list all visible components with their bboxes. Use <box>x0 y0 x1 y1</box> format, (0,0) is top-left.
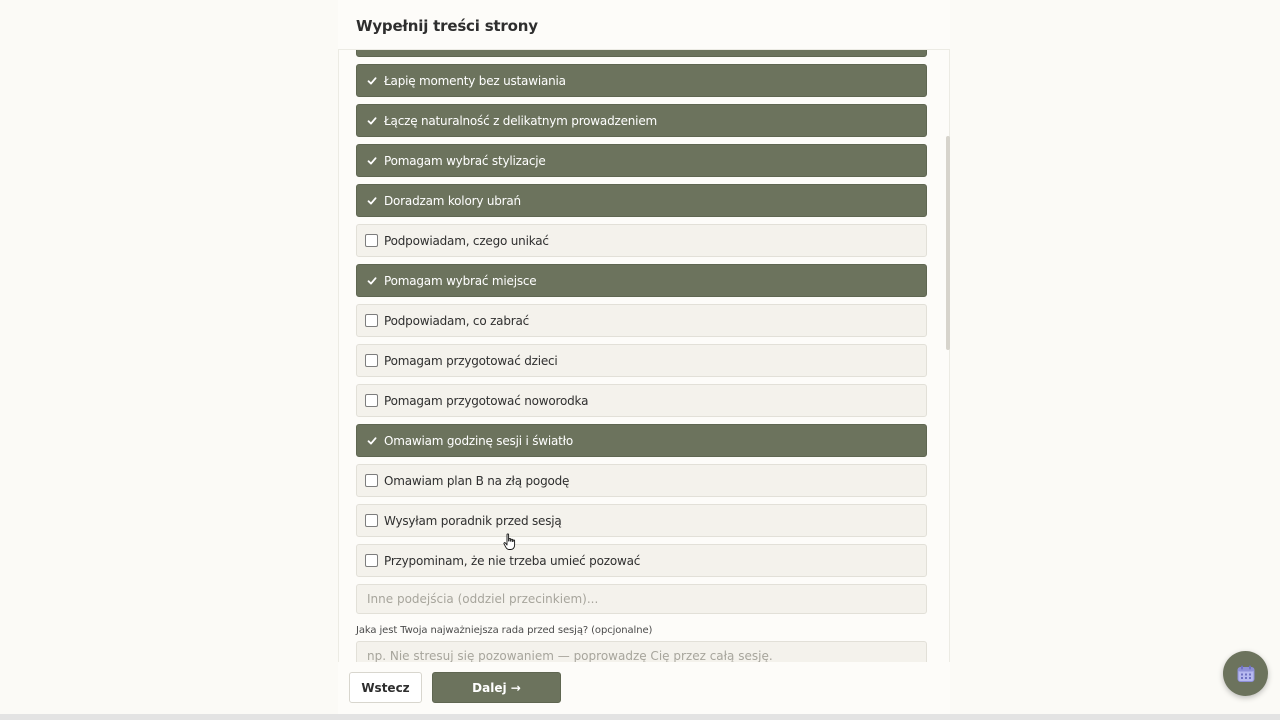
option-row[interactable] <box>356 544 927 577</box>
check-icon <box>365 114 378 127</box>
option-row[interactable] <box>356 504 927 537</box>
check-icon <box>365 74 378 87</box>
check-icon <box>365 154 378 167</box>
checkbox[interactable] <box>365 514 378 527</box>
check-icon <box>365 434 378 447</box>
option-row[interactable] <box>356 49 927 57</box>
check-icon <box>365 194 378 207</box>
option-label: Łapię momenty bez ustawiania <box>384 73 566 88</box>
option-row[interactable] <box>356 224 927 257</box>
option-label: Łączę naturalność z delikatnym prowadzeniem <box>384 113 657 128</box>
option-row[interactable] <box>356 104 927 137</box>
option-label: Omawiam plan B na złą pogodę <box>384 473 570 488</box>
checkbox[interactable] <box>365 354 378 367</box>
option-row[interactable] <box>356 424 927 457</box>
option-row[interactable] <box>356 144 927 177</box>
option-row[interactable] <box>356 184 927 217</box>
checkbox[interactable] <box>365 554 378 567</box>
options-container <box>356 49 927 577</box>
other-approaches-input[interactable] <box>356 584 927 614</box>
checkbox[interactable] <box>365 314 378 327</box>
advice-input[interactable] <box>356 641 927 662</box>
option-row[interactable] <box>356 64 927 97</box>
option-label: Podpowiadam, czego unikać <box>384 233 549 248</box>
next-button[interactable]: Dalej → <box>432 672 561 703</box>
page-title: Wypełnij treści strony <box>356 17 538 35</box>
option-row[interactable] <box>356 264 927 297</box>
checkbox[interactable] <box>365 474 378 487</box>
scrollbar-thumb[interactable] <box>946 136 950 350</box>
option-label: Podpowiadam, co zabrać <box>384 313 530 328</box>
calendar-icon <box>1236 664 1256 684</box>
option-label: Doradzam kolory ubrań <box>384 193 521 208</box>
option-label: Pomagam wybrać miejsce <box>384 273 537 288</box>
option-row[interactable] <box>356 304 927 337</box>
check-icon <box>365 274 378 287</box>
option-row[interactable] <box>356 384 927 417</box>
option-label: Pomagam przygotować noworodka <box>384 393 589 408</box>
checkbox[interactable] <box>365 234 378 247</box>
back-button[interactable]: Wstecz <box>349 672 422 703</box>
window-bottom-bar <box>0 714 1280 720</box>
option-label: Wysyłam poradnik przed sesją <box>384 513 562 528</box>
option-label: Omawiam godzinę sesji i światło <box>384 433 574 448</box>
options-scroll-area[interactable] <box>338 49 950 662</box>
option-row[interactable] <box>356 464 927 497</box>
option-label: Pomagam przygotować dzieci <box>384 353 558 368</box>
calendar-fab-button[interactable] <box>1223 651 1268 696</box>
hand-cursor-icon <box>503 533 517 551</box>
checkbox[interactable] <box>365 394 378 407</box>
option-row[interactable] <box>356 344 927 377</box>
option-label: Przypominam, że nie trzeba umieć pozować <box>384 553 641 568</box>
option-label: Pomagam wybrać stylizacje <box>384 153 546 168</box>
options-list <box>356 49 927 662</box>
advice-label: Jaka jest Twoja najważniejsza rada przed sesją? (opcjonalne) <box>356 625 653 636</box>
